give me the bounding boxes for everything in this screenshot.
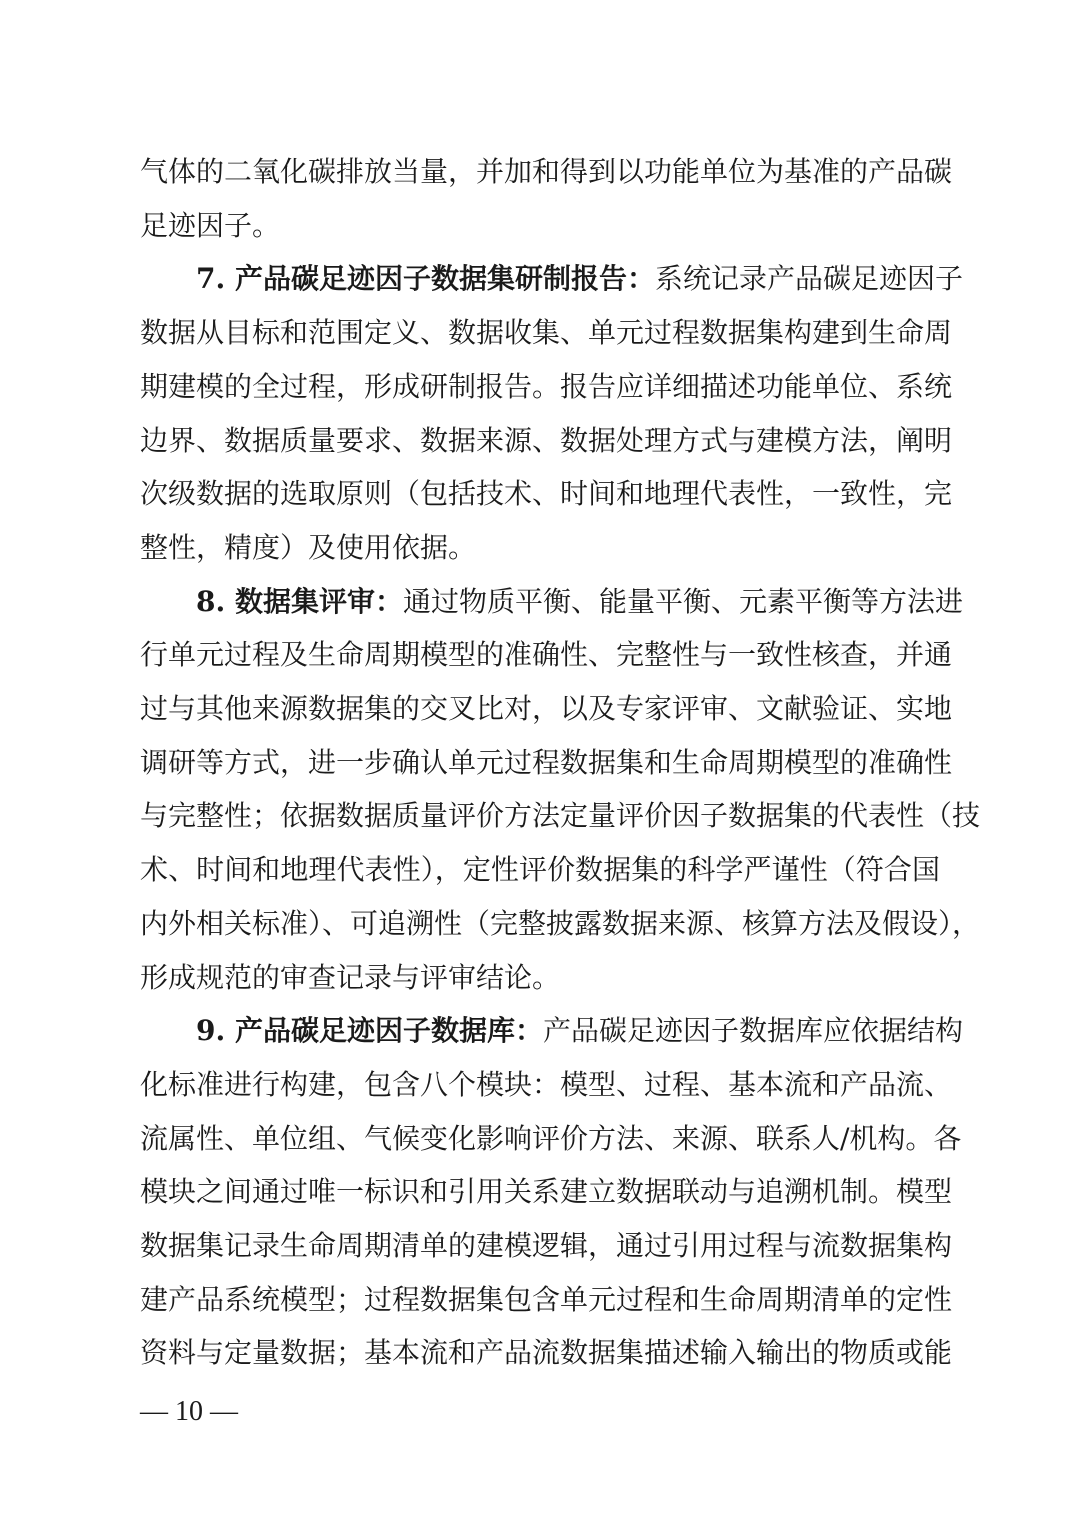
text-line — [140, 689, 953, 729]
line-text: 整性，精度）及使用依据。 — [140, 530, 477, 564]
line-text: 期建模的全过程，形成研制报告。报告应详细描述功能单位、系统 — [140, 369, 953, 403]
text-line — [140, 1172, 953, 1212]
text-line — [140, 904, 981, 944]
line-text: 边界、数据质量要求、数据来源、数据处理方式与建模方法，阐明 — [140, 423, 953, 457]
section-heading: 8. 数据集评审： — [196, 584, 403, 618]
page-number: — 10 — — [140, 1396, 238, 1427]
line-text: 化标准进行构建，包含八个模块：模型、过程、基本流和产品流、 — [140, 1067, 953, 1101]
line-text: 与完整性；依据数据质量评价方法定量评价因子数据集的代表性（技 — [140, 799, 981, 833]
text-line — [140, 1280, 953, 1320]
text-line — [140, 206, 940, 246]
line-text: 内外相关标准）、可追溯性（完整披露数据来源、核算方法及假设）， — [140, 906, 981, 940]
text-line — [140, 528, 940, 568]
line-text: 行单元过程及生命周期模型的准确性、完整性与一致性核查，并通 — [140, 638, 953, 672]
line-text: 通过物质平衡、能量平衡、元素平衡等方法进 — [402, 584, 963, 618]
text-line — [140, 421, 953, 461]
line-text: 数据集记录生命周期清单的建模逻辑，通过引用过程与流数据集构 — [140, 1229, 953, 1262]
line-text: 资料与定量数据；基本流和产品流数据集描述输入输出的物质或能 — [140, 1336, 953, 1370]
section-heading: 7. 产品碳足迹因子数据集研制报告： — [196, 262, 655, 296]
line-text: 建产品系统模型；过程数据集包含单元过程和生命周期清单的定性 — [140, 1282, 953, 1316]
text-line — [140, 1065, 953, 1105]
section-heading: 9. 产品碳足迹因子数据库： — [196, 1014, 543, 1048]
text-line — [196, 582, 963, 622]
line-text: 过与其他来源数据集的交叉比对，以及专家评审、文献验证、实地 — [140, 692, 953, 725]
text-line — [140, 1226, 953, 1266]
text-line — [140, 474, 953, 514]
text-line — [140, 152, 953, 192]
line-text: 气体的二氧化碳排放当量，并加和得到以功能单位为基准的产品碳 — [140, 155, 953, 188]
line-text: 流属性、单位组、气候变化影响评价方法、来源、联系人/机构。各 — [140, 1121, 962, 1155]
line-text: 产品碳足迹因子数据库应依据结构 — [542, 1014, 963, 1048]
text-line — [196, 1011, 963, 1051]
line-text: 次级数据的选取原则（包括技术、时间和地理代表性，一致性，完 — [140, 477, 953, 511]
line-text: 足迹因子。 — [140, 208, 281, 242]
text-line — [140, 850, 940, 890]
line-text: 术、时间和地理代表性），定性评价数据集的科学严谨性（符合国 — [140, 853, 940, 887]
text-line — [140, 743, 953, 783]
text-line — [140, 1119, 962, 1159]
text-line — [140, 367, 953, 407]
line-text: 系统记录产品碳足迹因子 — [654, 262, 963, 296]
line-text: 数据从目标和范围定义、数据收集、单元过程数据集构建到生命周 — [140, 316, 953, 350]
text-line — [140, 1333, 953, 1373]
text-line — [140, 313, 953, 353]
line-text: 模块之间通过唯一标识和引用关系建立数据联动与追溯机制。模型 — [140, 1175, 953, 1209]
text-line — [140, 958, 940, 998]
text-line — [140, 796, 981, 836]
line-text: 形成规范的审查记录与评审结论。 — [140, 960, 561, 994]
text-line — [196, 259, 963, 299]
text-line — [140, 635, 953, 675]
line-text: 调研等方式，进一步确认单元过程数据集和生命周期模型的准确性 — [140, 745, 953, 779]
